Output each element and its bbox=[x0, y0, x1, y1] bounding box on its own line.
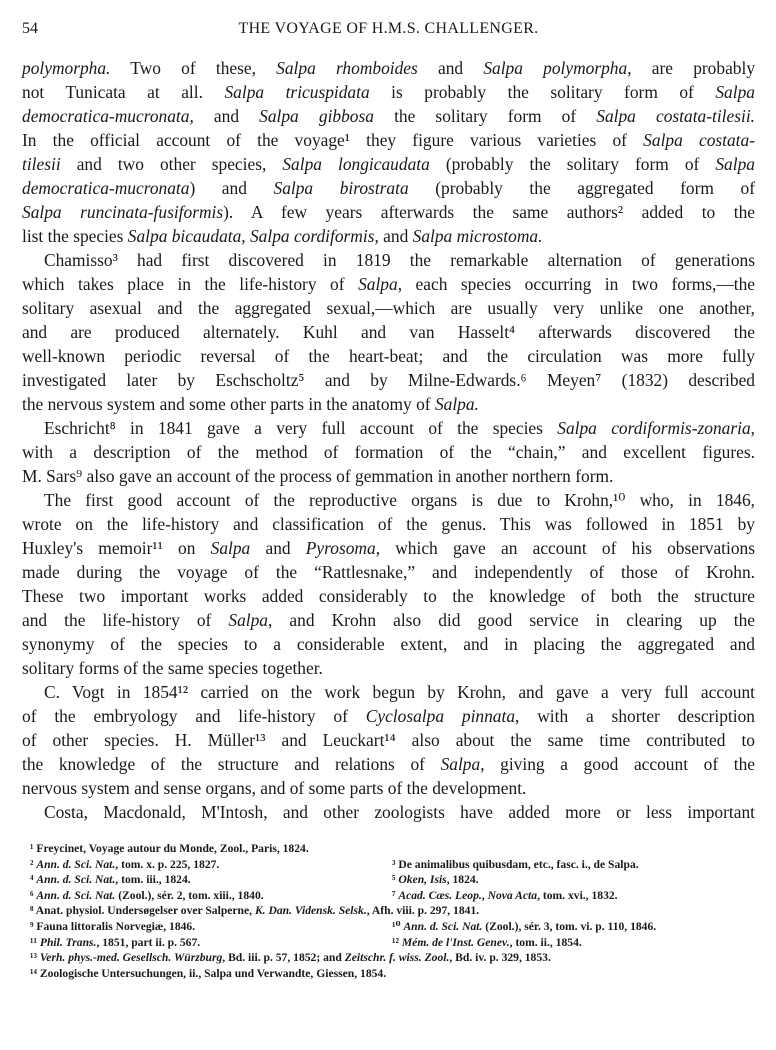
text-run: with a description of the method of formation of the “chain,” and excellent figures. bbox=[22, 442, 755, 462]
footnote bbox=[30, 903, 479, 919]
italic-text: Salpa tricuspidata bbox=[224, 82, 370, 102]
footnote bbox=[392, 935, 582, 951]
text-line bbox=[22, 392, 755, 416]
paragraph bbox=[22, 680, 755, 800]
paragraph bbox=[22, 800, 755, 824]
text-run: of the embryology and life-history of bbox=[22, 706, 366, 726]
text-run: the solitary form of bbox=[373, 106, 597, 126]
text-run: and are produced alternately. Kuhl and van Hasselt⁴ afterwards discovered the bbox=[22, 322, 755, 342]
page-header bbox=[22, 20, 755, 42]
text-line bbox=[22, 176, 755, 200]
text-run: made during the voyage of the “Rattlesnake,” and independently of those of Krohn. bbox=[22, 562, 755, 582]
italic-text: Salpa bbox=[228, 610, 269, 630]
italic-text: Ann. d. Sci. Nat. bbox=[36, 857, 116, 871]
text-run: Chamisso³ had first discovered in 1819 the remarkable alternation of generations bbox=[44, 250, 755, 270]
italic-text: Salpa rhomboides bbox=[276, 58, 418, 78]
text-run: Costa, Macdonald, M'Intosh, and other zoologists have added more or less important bbox=[44, 802, 755, 822]
text-run: ⁷ bbox=[392, 888, 399, 902]
text-line bbox=[22, 656, 755, 680]
text-run: solitary forms of the same species together. bbox=[22, 658, 323, 678]
italic-text: Salpa polymorpha bbox=[483, 58, 628, 78]
text-run: ⁴ bbox=[30, 873, 37, 887]
text-line bbox=[22, 320, 755, 344]
text-run: (Zool.), sér. 3, tom. vi. p. 110, 1846. bbox=[482, 919, 657, 933]
text-run: , Bd. iii. p. 57, 1852; and bbox=[222, 951, 345, 965]
paragraph bbox=[22, 488, 755, 680]
italic-text: Salpa bbox=[440, 754, 481, 774]
footnote-row bbox=[22, 950, 755, 966]
text-line bbox=[22, 488, 755, 512]
text-run: , tom. x. p. 225, 1827. bbox=[115, 857, 220, 871]
text-line bbox=[22, 632, 755, 656]
italic-text: Verh. phys.-med. Gesellsch. Würzburg bbox=[39, 951, 223, 965]
text-line bbox=[22, 800, 755, 824]
body-text bbox=[22, 56, 755, 824]
text-run: , with a shorter description bbox=[515, 706, 755, 726]
text-line bbox=[22, 152, 755, 176]
text-line bbox=[22, 224, 755, 248]
italic-text: Salpa bicaudata, Salpa cordiformis, bbox=[127, 226, 379, 246]
text-run: of other species. H. Müller¹³ and Leuckart¹⁴ also about the same time contributed to bbox=[22, 730, 755, 750]
text-run: list the species bbox=[22, 226, 128, 246]
footnote-row bbox=[22, 888, 755, 904]
text-run: (probably the aggregated form of bbox=[408, 178, 755, 198]
text-run: , and Krohn also did good service in clearing up the bbox=[268, 610, 755, 630]
text-line bbox=[22, 56, 755, 80]
text-line bbox=[22, 248, 755, 272]
text-run: ⁸ Anat. physiol. Undersøgelser over Salperne, bbox=[30, 904, 255, 918]
text-run: , Bd. iv. p. 329, 1853. bbox=[449, 951, 551, 965]
italic-text: Salpa bbox=[358, 274, 398, 294]
text-run: , 1851, part ii. p. 567. bbox=[96, 935, 201, 949]
text-line bbox=[22, 128, 755, 152]
text-run: Huxley's memoir¹¹ on bbox=[22, 538, 211, 558]
italic-text: democratica-mucronata bbox=[22, 106, 190, 126]
italic-text: Ann. d. Sci. Nat. bbox=[36, 873, 116, 887]
text-run: ³ De animalibus quibusdam, etc., fasc. i., de Salpa. bbox=[392, 857, 639, 871]
text-run: , tom. iii., 1824. bbox=[115, 873, 191, 887]
text-run: These two important works added considerably to the knowledge of both the structure bbox=[22, 586, 755, 606]
text-run: ⁵ bbox=[392, 873, 399, 887]
paragraph bbox=[22, 56, 755, 248]
text-run: ) and bbox=[189, 178, 274, 198]
text-run: C. Vogt in 1854¹² carried on the work begun by Krohn, and gave a very full account bbox=[44, 682, 755, 702]
text-line bbox=[22, 416, 755, 440]
footnote-row bbox=[22, 919, 755, 935]
footnote-row bbox=[22, 872, 755, 888]
footnote bbox=[30, 966, 386, 982]
text-line bbox=[22, 752, 755, 776]
italic-text: Ann. d. Sci. Nat. bbox=[36, 888, 116, 902]
text-run: and the life-history of bbox=[22, 610, 229, 630]
italic-text: Pyrosoma bbox=[305, 538, 376, 558]
footnote bbox=[392, 919, 656, 935]
text-line bbox=[22, 584, 755, 608]
footnote bbox=[30, 919, 195, 935]
text-run: and bbox=[417, 58, 484, 78]
text-line bbox=[22, 104, 755, 128]
text-run: ² bbox=[30, 857, 37, 871]
text-line bbox=[22, 344, 755, 368]
italic-text: Salpa costata-tilesii. bbox=[596, 106, 755, 126]
italic-text: Salpa. bbox=[434, 394, 479, 414]
text-run: ¹ Freycinet, Voyage autour du Monde, Zool., Paris, 1824. bbox=[30, 842, 309, 855]
italic-text: polymorpha. bbox=[22, 58, 111, 78]
text-line bbox=[22, 464, 755, 488]
text-run: , 1824. bbox=[446, 873, 479, 887]
italic-text: Oken, Isis bbox=[398, 873, 447, 887]
text-run: the knowledge of the structure and relations of bbox=[22, 754, 441, 774]
footnote-row bbox=[22, 903, 755, 919]
text-run: , Afh. viii. p. 297, 1841. bbox=[366, 904, 480, 918]
italic-text: Salpa bbox=[715, 82, 755, 102]
text-run: ¹⁰ bbox=[392, 919, 404, 933]
text-run: ⁹ Fauna littoralis Norvegiæ, 1846. bbox=[30, 919, 196, 933]
italic-text: Salpa costata- bbox=[643, 130, 755, 150]
italic-text: Mém. de l'Inst. Genev. bbox=[401, 935, 510, 949]
footnote bbox=[392, 872, 479, 888]
text-run: , tom. ii., 1854. bbox=[509, 935, 582, 949]
italic-text: tilesii bbox=[22, 154, 61, 174]
text-run: which takes place in the life-history of bbox=[22, 274, 359, 294]
italic-text: Salpa runcinata-fusiformis bbox=[22, 202, 224, 222]
text-run: , tom. xvi., 1832. bbox=[537, 888, 618, 902]
italic-text: Cyclosalpa pinnata bbox=[365, 706, 516, 726]
text-run: , bbox=[481, 888, 488, 902]
text-run: is probably the solitary form of bbox=[369, 82, 716, 102]
page-number: 54 bbox=[22, 20, 38, 37]
text-run: , giving a good account of the bbox=[480, 754, 755, 774]
text-run: M. Sars⁹ also gave an account of the process of gemmation in another northern form. bbox=[22, 466, 614, 486]
footnote bbox=[30, 857, 219, 873]
text-line bbox=[22, 728, 755, 752]
footnote bbox=[30, 935, 200, 951]
text-line bbox=[22, 704, 755, 728]
text-run: investigated later by Eschscholtz⁵ and by Milne-Edwards.⁶ Meyen⁷ (1832) described bbox=[22, 370, 755, 390]
text-run: ⁶ bbox=[30, 888, 37, 902]
italic-text: Salpa birostrata bbox=[273, 178, 409, 198]
footnote bbox=[30, 950, 551, 966]
italic-text: Nova Acta bbox=[487, 888, 538, 902]
text-run: Two of these, bbox=[110, 58, 277, 78]
italic-text: Salpa longicaudata bbox=[282, 154, 430, 174]
text-run: the nervous system and some other parts in the anatomy of bbox=[22, 394, 435, 414]
footnote-row bbox=[22, 841, 755, 857]
text-run: (probably the solitary form of bbox=[429, 154, 716, 174]
text-run: ¹² bbox=[392, 935, 402, 949]
text-run: , and bbox=[189, 106, 260, 126]
text-run: In the official account of the voyage¹ they figure various varieties of bbox=[22, 130, 644, 150]
footnote-row bbox=[22, 935, 755, 951]
italic-text: K. Dan. Vidensk. Selsk. bbox=[254, 904, 367, 918]
text-run: The first good account of the reproductive organs is due to Krohn,¹⁰ who, in 1846, bbox=[44, 490, 755, 510]
footnote bbox=[30, 841, 309, 857]
running-title: THE VOYAGE OF H.M.S. CHALLENGER. bbox=[238, 20, 539, 37]
italic-text: Salpa gibbosa bbox=[259, 106, 374, 126]
italic-text: Salpa microstoma. bbox=[412, 226, 543, 246]
text-line bbox=[22, 80, 755, 104]
text-run: wrote on the life-history and classification of the genus. This was followed in 1851 by bbox=[22, 514, 755, 534]
text-line bbox=[22, 272, 755, 296]
text-line bbox=[22, 440, 755, 464]
text-run: and bbox=[250, 538, 306, 558]
text-run: well-known periodic reversal of the heart-beat; and the circulation was more fully bbox=[22, 346, 755, 366]
text-line bbox=[22, 368, 755, 392]
footnote bbox=[392, 888, 618, 904]
text-run: ¹⁴ Zoologische Untersuchungen, ii., Salpa und Verwandte, Giessen, 1854. bbox=[30, 966, 387, 980]
text-run: ¹¹ bbox=[30, 935, 40, 949]
italic-text: democratica-mucronata bbox=[22, 178, 190, 198]
text-run: , each species occurring in two forms,—the bbox=[397, 274, 755, 294]
text-line bbox=[22, 776, 755, 800]
italic-text: Zeitschr. f. wiss. Zool. bbox=[344, 951, 450, 965]
text-run: and two other species, bbox=[60, 154, 283, 174]
footnote-row bbox=[22, 857, 755, 873]
text-run: ). A few years afterwards the same authors² added to the bbox=[223, 202, 755, 222]
footnote bbox=[30, 888, 264, 904]
text-line bbox=[22, 608, 755, 632]
paragraph bbox=[22, 248, 755, 416]
text-run: nervous system and sense organs, and of some parts of the development. bbox=[22, 778, 527, 798]
text-run: ¹³ bbox=[30, 951, 40, 965]
text-line bbox=[22, 680, 755, 704]
paragraph bbox=[22, 416, 755, 488]
italic-text: Salpa bbox=[210, 538, 251, 558]
text-line bbox=[22, 512, 755, 536]
footnote bbox=[392, 857, 639, 873]
italic-text: Salpa cordiformis-zonaria, bbox=[557, 418, 755, 438]
italic-text: Ann. d. Sci. Nat. bbox=[403, 919, 483, 933]
text-run: , which gave an account of his observations bbox=[375, 538, 755, 558]
text-run: not Tunicata at all. bbox=[22, 82, 225, 102]
text-run: solitary asexual and the aggregated sexual,—which are usually very unlike one another, bbox=[22, 298, 755, 318]
footnotes bbox=[22, 841, 755, 981]
text-line bbox=[22, 200, 755, 224]
text-line bbox=[22, 560, 755, 584]
text-line bbox=[22, 296, 755, 320]
text-run: (Zool.), sér. 2, tom. xiii., 1840. bbox=[115, 888, 264, 902]
text-line bbox=[22, 536, 755, 560]
text-run: Eschricht⁸ in 1841 gave a very full account of the species bbox=[44, 418, 558, 438]
italic-text: Salpa bbox=[715, 154, 755, 174]
text-run: synonymy of the species to a considerable extent, and in placing the aggregated and bbox=[22, 634, 755, 654]
italic-text: Phil. Trans. bbox=[39, 935, 97, 949]
italic-text: Acad. Cæs. Leop. bbox=[398, 888, 482, 902]
footnote-row bbox=[22, 966, 755, 982]
footnote bbox=[30, 872, 191, 888]
text-run: and bbox=[378, 226, 413, 246]
text-run: , are probably bbox=[627, 58, 756, 78]
